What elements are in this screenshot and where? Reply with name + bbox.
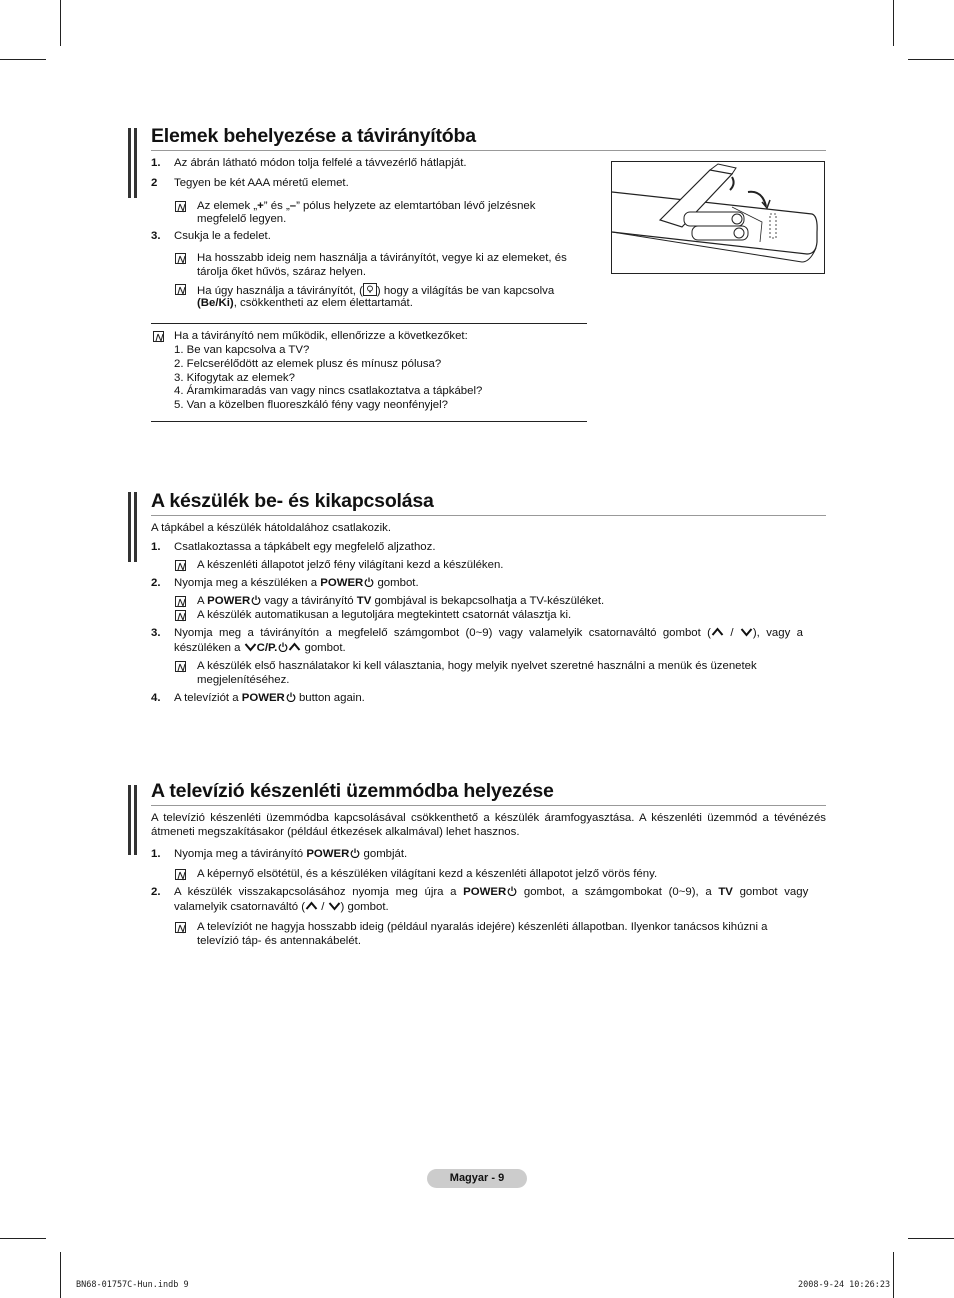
step-text: Nyomja meg a készüléken a POWER gombot. (174, 577, 419, 589)
crop-mark (0, 59, 46, 60)
box-item: 1. Be van kapcsolva a TV? (174, 344, 310, 356)
channel-up-icon (305, 901, 318, 911)
crop-mark (908, 1238, 954, 1239)
page-number-label: Magyar - 9 (427, 1169, 527, 1188)
step-text: Csatlakoztassa a tápkábelt egy megfelelő aljzathoz. (174, 541, 436, 553)
section-bar (134, 492, 137, 562)
box-item: 2. Felcserélődött az elemek plusz és mínusz pólusa? (174, 358, 442, 370)
note-text: Ha hosszabb ideig nem használja a távirányítót, vegye ki az elemeket, és (197, 252, 567, 264)
channel-up-icon (711, 627, 724, 637)
power-icon (350, 848, 360, 858)
note-icon (175, 661, 186, 672)
crop-mark (60, 0, 61, 46)
step-text: Csukja le a fedelet. (174, 230, 271, 242)
note-text: A készenléti állapotot jelző fény világítani kezd a készüléken. (197, 559, 504, 571)
channel-up-icon (288, 642, 301, 652)
intro-text: A televízió készenléti üzemmódba kapcsolásával csökkenthető a készülék áramfogyasztása. A készenléti üzemmód a tévénézés átmeneti megszakításakor (például étkezések alkalmával) lehet hasznos. (151, 812, 826, 838)
note-icon (175, 610, 186, 621)
crop-mark (908, 59, 954, 60)
step-number: 3. (151, 230, 161, 242)
light-icon (363, 283, 377, 296)
crop-mark (893, 1252, 894, 1298)
note-icon (175, 869, 186, 880)
step-number: 2. (151, 577, 161, 589)
note-text: A készülék automatikusan a legutoljára megtekintett csatornát választja ki. (197, 609, 572, 621)
crop-mark (60, 1252, 61, 1298)
step-text: Nyomja meg a távirányító POWER gombját. (174, 848, 408, 860)
section-rule (151, 805, 826, 806)
box-intro: Ha a távirányító nem működik, ellenőrizze a következőket: (174, 330, 468, 342)
section-rule (151, 515, 826, 516)
footer-file: BN68-01757C-Hun.indb 9 (76, 1280, 189, 1290)
note-icon (175, 560, 186, 571)
note-text: televízió táp- és antennakábelét. (197, 935, 362, 947)
section-title: A készülék be- és kikapcsolása (151, 490, 434, 512)
box-item: 3. Kifogytak az elemek? (174, 372, 295, 384)
step-number: 2. (151, 886, 161, 898)
intro-text: A tápkábel a készülék hátoldalához csatlakozik. (151, 522, 391, 534)
power-icon (364, 577, 374, 587)
crop-mark (0, 1238, 46, 1239)
note-text: A készülék első használatakor ki kell választania, hogy melyik nyelvet szeretné használni a menük és üzenetek (197, 660, 757, 672)
step-text: Nyomja meg a távirányítón a megfelelő számgombot (0~9) vagy valamelyik csatornaváltó gombot ( / ), vagy a (174, 627, 803, 639)
note-icon (153, 331, 164, 342)
step-number: 1. (151, 848, 161, 860)
note-icon (175, 253, 186, 264)
section-title: Elemek behelyezése a távirányítóba (151, 125, 476, 147)
note-icon (175, 596, 186, 607)
box-item: 4. Áramkimaradás van vagy nincs csatlakoztatva a tápkábel? (174, 385, 483, 397)
step-text: A televíziót a POWER button again. (174, 692, 365, 704)
section-bar (128, 785, 131, 855)
box-bottom-rule (151, 421, 587, 422)
step-number: 2 (151, 177, 158, 189)
section-title: A televízió készenléti üzemmódba helyezése (151, 780, 554, 802)
box-item: 5. Van a közelben fluoreszkáló fény vagy neonfényjel? (174, 399, 448, 411)
power-icon (251, 595, 261, 605)
step-text: A készülék visszakapcsolásához nyomja meg újra a POWER gombot, a számgombokat (0~9), a TV gombot vagy (174, 886, 809, 898)
section-rule (151, 150, 826, 151)
note-text: (Be/Ki), csökkentheti az elem élettartamát. (197, 297, 413, 309)
step-number: 1. (151, 541, 161, 553)
note-text: megfelelő legyen. (197, 213, 287, 225)
footer-timestamp: 2008-9-24 10:26:23 (798, 1280, 891, 1290)
note-icon (175, 922, 186, 933)
channel-down-icon (244, 642, 257, 652)
section-bar (134, 128, 137, 198)
step-text: Az ábrán látható módon tolja felfelé a távvezérlő hátlapját. (174, 157, 467, 169)
channel-down-icon (740, 627, 753, 637)
section-bar (128, 492, 131, 562)
section-bar (134, 785, 137, 855)
note-text: A televíziót ne hagyja hosszabb ideig (például nyaralás idejére) készenléti állapotban. Ilyenkor tanácsos kihúzni a (197, 921, 768, 933)
section-bar (128, 128, 131, 198)
power-icon (278, 642, 288, 652)
note-text: A képernyő elsötétül, és a készüléken világítani kezd a készenléti állapotot jelző vörös fény. (197, 868, 658, 880)
remote-battery-illustration (611, 161, 825, 274)
step-number: 3. (151, 627, 161, 639)
step-text: készüléken a C/P. gombot. (174, 642, 346, 654)
channel-down-icon (328, 901, 341, 911)
note-icon (175, 201, 186, 212)
crop-mark (893, 0, 894, 46)
step-number: 4. (151, 692, 161, 704)
step-text: valamelyik csatornaváltó ( / ) gombot. (174, 901, 389, 913)
note-text: A POWER vagy a távirányító TV gombjával is bekapcsolhatja a TV-készüléket. (197, 595, 605, 607)
note-text: Az elemek „+” és „–” pólus helyzete az elemtartóban lévő jelzésnek (197, 200, 536, 212)
power-icon (507, 886, 517, 896)
power-icon (286, 692, 296, 702)
box-top-rule (151, 323, 587, 324)
note-text: tárolja őket hűvös, száraz helyen. (197, 266, 367, 278)
note-text: Ha úgy használja a távirányítót, ( ) hogy a világítás be van kapcsolva (197, 285, 555, 297)
note-icon (175, 284, 186, 295)
note-text: megjelenítéséhez. (197, 674, 290, 686)
step-number: 1. (151, 157, 161, 169)
step-text: Tegyen be két AAA méretű elemet. (174, 177, 349, 189)
